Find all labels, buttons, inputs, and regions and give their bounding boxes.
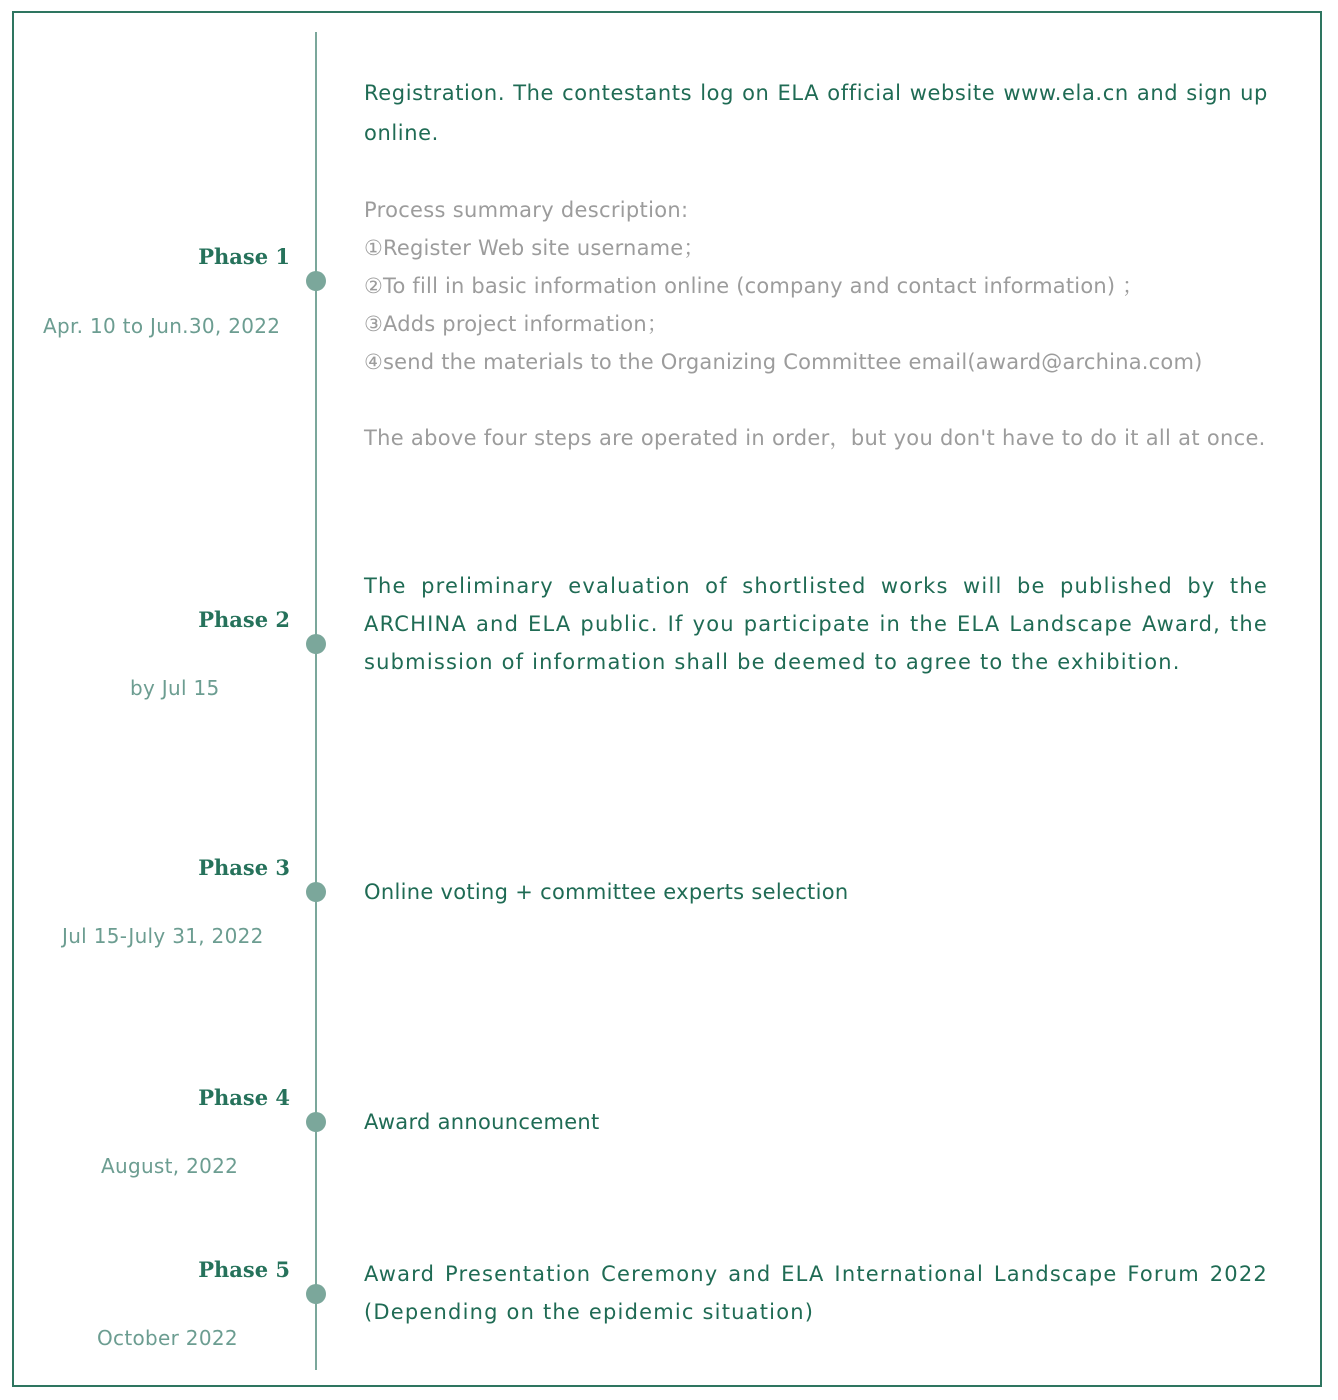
timeline-line — [315, 32, 317, 1370]
phase-4-label: Phase 4 — [198, 1085, 290, 1110]
phase-1-date: Apr. 10 to Jun.30, 2022 — [43, 314, 281, 338]
phase-1-note: The above four steps are operated in order，but you don't have to do it all at once. — [364, 426, 1266, 450]
phase-1-step-3: ③Adds project information； — [364, 312, 669, 336]
phase-1-intro: Registration. The contestants log on ELA official website www.ela.cn and sign up online. — [364, 81, 1268, 145]
phase-5-label: Phase 5 — [198, 1257, 290, 1282]
phase-3-dot — [306, 882, 326, 902]
phase-1-step-4: ④send the materials to the Organizing Committee email(award@archina.com) — [364, 350, 1203, 374]
phase-2-dot — [306, 634, 326, 654]
phase-3-text: Online voting + committee experts selection — [364, 880, 849, 904]
phase-1-step-1: ①Register Web site username； — [364, 236, 705, 260]
phase-1-summary-title: Process summary description: — [364, 198, 689, 222]
phase-3-label: Phase 3 — [198, 855, 290, 880]
phase-4-dot — [306, 1112, 326, 1132]
phase-2-text: The preliminary evaluation of shortlisted works will be published by the ARCHINA and ELA public. If you participate in the ELA Landscape Award, the submission of information shall be deemed to agree to the exhibition. — [364, 574, 1268, 674]
phase-1-steps — [364, 229, 1268, 381]
phase-5-dot — [306, 1284, 326, 1304]
phase-2-label: Phase 2 — [198, 607, 290, 632]
phase-4-date: August, 2022 — [101, 1154, 239, 1178]
phase-3-date: Jul 15-July 31, 2022 — [62, 924, 264, 948]
phase-1-step-2: ②To fill in basic information online (company and contact information) ； — [364, 274, 1144, 298]
phase-1-label: Phase 1 — [198, 244, 290, 269]
phase-5-date: October 2022 — [97, 1326, 238, 1350]
phase-4-text: Award announcement — [364, 1110, 600, 1134]
phase-2-date: by Jul 15 — [130, 676, 220, 700]
phase-5-text: Award Presentation Ceremony and ELA International Landscape Forum 2022 (Depending on the epidemic situation) — [364, 1262, 1268, 1324]
phase-1-dot — [306, 271, 326, 291]
